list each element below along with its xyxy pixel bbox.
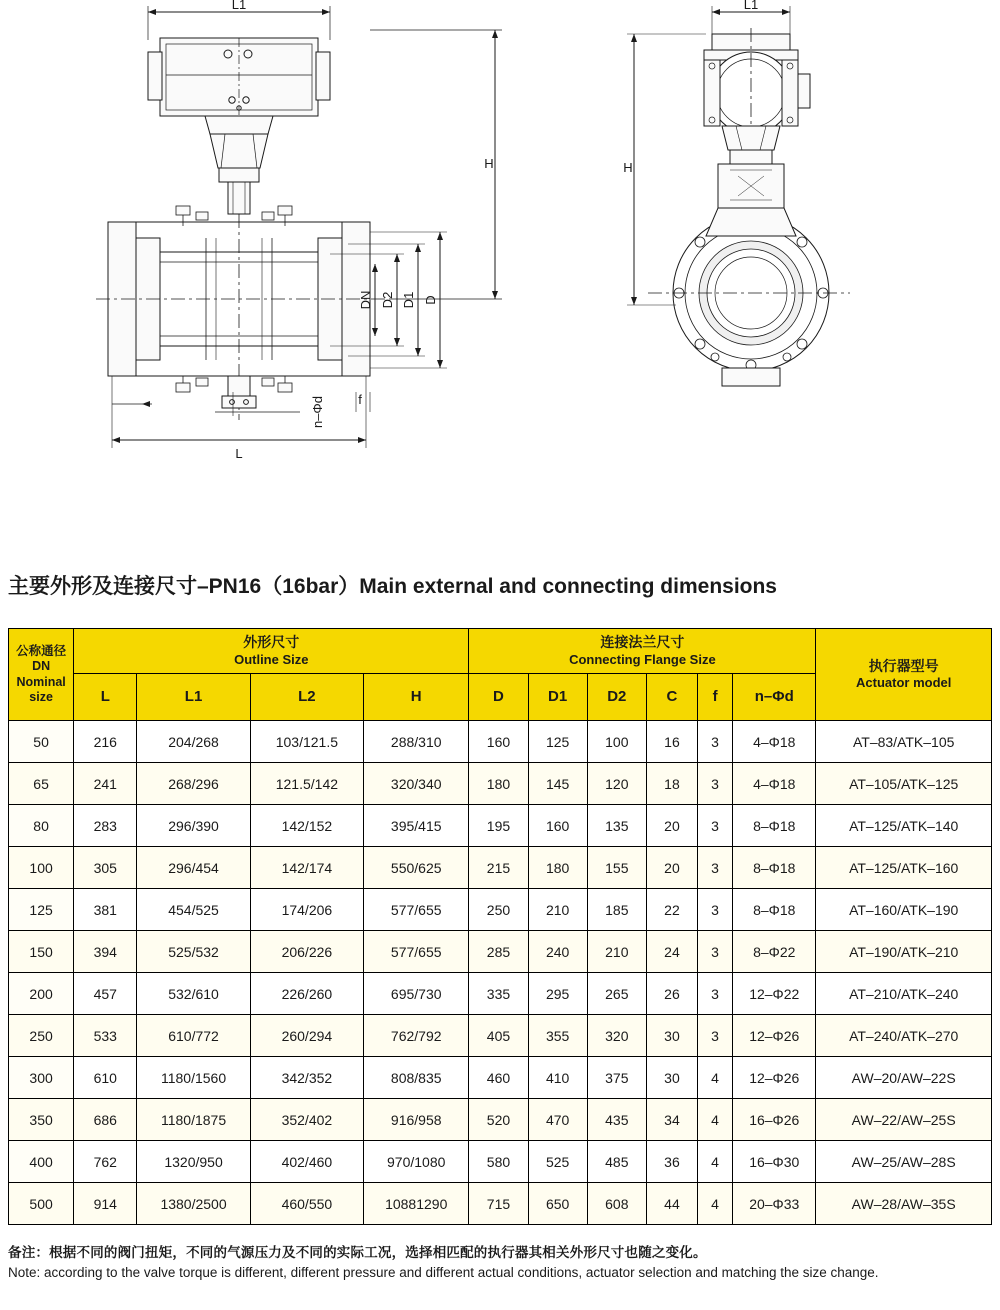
- cell-l2: 402/460: [250, 1141, 363, 1183]
- cell-f: 3: [698, 847, 733, 889]
- cell-d: 715: [469, 1183, 528, 1225]
- cell-l: 305: [74, 847, 137, 889]
- cell-nd: 12–Φ26: [733, 1057, 816, 1099]
- cell-actuator: AT–125/ATK–140: [816, 805, 992, 847]
- cell-f: 4: [698, 1099, 733, 1141]
- table-row: [9, 931, 992, 973]
- cell-d2: 435: [587, 1099, 646, 1141]
- cell-d1: 295: [528, 973, 587, 1015]
- cell-d: 460: [469, 1057, 528, 1099]
- cell-l: 241: [74, 763, 137, 805]
- cell-d2: 485: [587, 1141, 646, 1183]
- header-col-L2: L2: [250, 674, 363, 721]
- cell-actuator: AW–28/AW–35S: [816, 1183, 992, 1225]
- cell-l1: 204/268: [137, 721, 250, 763]
- cell-actuator: AT–160/ATK–190: [816, 889, 992, 931]
- cell-d1: 180: [528, 847, 587, 889]
- header-nominal-cn1: 公称通径: [16, 644, 67, 658]
- cell-h: 550/625: [364, 847, 469, 889]
- cell-c: 16: [646, 721, 697, 763]
- cell-h: 808/835: [364, 1057, 469, 1099]
- cell-l2: 260/294: [250, 1015, 363, 1057]
- header-col-D2: D2: [587, 674, 646, 721]
- cell-c: 26: [646, 973, 697, 1015]
- cell-f: 3: [698, 889, 733, 931]
- header-outline-cn: 外形尺寸: [243, 634, 300, 651]
- header-actuator-en: Actuator model: [856, 675, 952, 691]
- cell-d: 285: [469, 931, 528, 973]
- header-col-L: L: [74, 674, 137, 721]
- label-D: D: [423, 295, 438, 305]
- cell-f: 3: [698, 763, 733, 805]
- cell-dn: 80: [9, 805, 74, 847]
- cell-l1: 268/296: [137, 763, 250, 805]
- cell-d2: 100: [587, 721, 646, 763]
- header-nominal-size: [9, 629, 74, 721]
- cell-d1: 470: [528, 1099, 587, 1141]
- label-f: f: [358, 392, 362, 407]
- table-row: [9, 1141, 992, 1183]
- label-H-right: H: [623, 160, 633, 175]
- cell-actuator: AT–240/ATK–270: [816, 1015, 992, 1057]
- cell-dn: 125: [9, 889, 74, 931]
- cell-l1: 296/454: [137, 847, 250, 889]
- header-flange-cn: 连接法兰尺寸: [600, 634, 685, 651]
- cell-f: 3: [698, 805, 733, 847]
- cell-d: 520: [469, 1099, 528, 1141]
- cell-c: 20: [646, 805, 697, 847]
- cell-d: 215: [469, 847, 528, 889]
- table-header: [9, 629, 992, 721]
- label-D1: D1: [401, 291, 416, 309]
- cell-actuator: AW–22/AW–25S: [816, 1099, 992, 1141]
- table-row: [9, 1183, 992, 1225]
- cell-dn: 100: [9, 847, 74, 889]
- cell-l2: 460/550: [250, 1183, 363, 1225]
- table-row: [9, 889, 992, 931]
- header-col-D: D: [469, 674, 528, 721]
- cell-actuator: AT–105/ATK–125: [816, 763, 992, 805]
- cell-l: 283: [74, 805, 137, 847]
- table-row: [9, 805, 992, 847]
- footnote-cn: 备注：根据不同的阀门扭矩，不同的气源压力及不同的实际工况，选择相匹配的执行器其相关外形尺寸也随之变化。: [8, 1245, 707, 1260]
- cell-actuator: AT–83/ATK–105: [816, 721, 992, 763]
- cell-actuator: AT–210/ATK–240: [816, 973, 992, 1015]
- cell-nd: 8–Φ18: [733, 889, 816, 931]
- cell-f: 4: [698, 1183, 733, 1225]
- cell-dn: 500: [9, 1183, 74, 1225]
- table-row: [9, 973, 992, 1015]
- cell-h: 577/655: [364, 889, 469, 931]
- header-nominal-en2: size: [29, 689, 53, 704]
- cell-nd: 4–Φ18: [733, 763, 816, 805]
- table-row: [9, 1099, 992, 1141]
- footnote: [8, 1243, 998, 1284]
- cell-h: 970/1080: [364, 1141, 469, 1183]
- table-row: [9, 721, 992, 763]
- cell-d2: 608: [587, 1183, 646, 1225]
- header-flange-size: [469, 629, 816, 674]
- valve-drawing-svg: [0, 0, 1000, 520]
- cell-d1: 410: [528, 1057, 587, 1099]
- cell-l1: 296/390: [137, 805, 250, 847]
- cell-nd: 8–Φ18: [733, 847, 816, 889]
- cell-h: 695/730: [364, 973, 469, 1015]
- cell-l: 381: [74, 889, 137, 931]
- cell-d: 195: [469, 805, 528, 847]
- label-n-phi-d: n–Φd: [310, 395, 325, 429]
- cell-l: 533: [74, 1015, 137, 1057]
- cell-c: 44: [646, 1183, 697, 1225]
- cell-d: 250: [469, 889, 528, 931]
- label-D2: D2: [380, 291, 395, 309]
- cell-dn: 300: [9, 1057, 74, 1099]
- cell-l1: 1320/950: [137, 1141, 250, 1183]
- section-title: 主要外形及连接尺寸–PN16（16bar）Main external and connecting dimensions: [8, 575, 777, 598]
- cell-d1: 240: [528, 931, 587, 973]
- cell-f: 3: [698, 1015, 733, 1057]
- cell-h: 10881290: [364, 1183, 469, 1225]
- cell-c: 22: [646, 889, 697, 931]
- cell-d2: 155: [587, 847, 646, 889]
- cell-c: 36: [646, 1141, 697, 1183]
- cell-d: 180: [469, 763, 528, 805]
- cell-d1: 160: [528, 805, 587, 847]
- cell-d2: 210: [587, 931, 646, 973]
- header-nominal-cn2: DN: [32, 659, 51, 674]
- header-outline-en: Outline Size: [234, 651, 309, 667]
- cell-dn: 50: [9, 721, 74, 763]
- cell-c: 18: [646, 763, 697, 805]
- cell-l: 686: [74, 1099, 137, 1141]
- cell-l1: 1380/2500: [137, 1183, 250, 1225]
- cell-dn: 350: [9, 1099, 74, 1141]
- header-flange-en: Connecting Flange Size: [569, 651, 716, 667]
- header-actuator-model: [816, 629, 992, 721]
- cell-f: 3: [698, 931, 733, 973]
- cell-l2: 103/121.5: [250, 721, 363, 763]
- cell-l2: 342/352: [250, 1057, 363, 1099]
- cell-nd: 12–Φ22: [733, 973, 816, 1015]
- cell-d: 405: [469, 1015, 528, 1057]
- cell-l: 762: [74, 1141, 137, 1183]
- cell-d2: 320: [587, 1015, 646, 1057]
- cell-actuator: AT–190/ATK–210: [816, 931, 992, 973]
- header-col-f: f: [698, 674, 733, 721]
- cell-h: 916/958: [364, 1099, 469, 1141]
- cell-f: 4: [698, 1057, 733, 1099]
- cell-actuator: AW–20/AW–22S: [816, 1057, 992, 1099]
- cell-f: 3: [698, 721, 733, 763]
- cell-c: 24: [646, 931, 697, 973]
- dimensions-table: [8, 628, 992, 1225]
- table-row: [9, 1015, 992, 1057]
- cell-dn: 65: [9, 763, 74, 805]
- cell-nd: 12–Φ26: [733, 1015, 816, 1057]
- label-L1-left: L1: [231, 0, 247, 12]
- footnote-en: Note: according to the valve torque is different, different pressure and different actual conditions, actuator selection and matching the size change.: [8, 1265, 879, 1281]
- cell-dn: 250: [9, 1015, 74, 1057]
- cell-d1: 145: [528, 763, 587, 805]
- cell-nd: 20–Φ33: [733, 1183, 816, 1225]
- cell-h: 395/415: [364, 805, 469, 847]
- table-row: [9, 1057, 992, 1099]
- cell-c: 34: [646, 1099, 697, 1141]
- cell-l1: 454/525: [137, 889, 250, 931]
- cell-l1: 532/610: [137, 973, 250, 1015]
- cell-actuator: AT–125/ATK–160: [816, 847, 992, 889]
- cell-l2: 174/206: [250, 889, 363, 931]
- cell-nd: 8–Φ22: [733, 931, 816, 973]
- cell-d2: 135: [587, 805, 646, 847]
- cell-nd: 16–Φ30: [733, 1141, 816, 1183]
- cell-c: 30: [646, 1015, 697, 1057]
- cell-d: 580: [469, 1141, 528, 1183]
- cell-l: 394: [74, 931, 137, 973]
- cell-l: 914: [74, 1183, 137, 1225]
- table-row: [9, 847, 992, 889]
- cell-l2: 226/260: [250, 973, 363, 1015]
- header-col-H: H: [364, 674, 469, 721]
- cell-l2: 206/226: [250, 931, 363, 973]
- cell-h: 577/655: [364, 931, 469, 973]
- cell-l1: 1180/1875: [137, 1099, 250, 1141]
- cell-l2: 142/174: [250, 847, 363, 889]
- cell-d2: 185: [587, 889, 646, 931]
- cell-l1: 1180/1560: [137, 1057, 250, 1099]
- cell-h: 288/310: [364, 721, 469, 763]
- cell-d1: 210: [528, 889, 587, 931]
- cell-dn: 150: [9, 931, 74, 973]
- cell-nd: 8–Φ18: [733, 805, 816, 847]
- cell-l1: 525/532: [137, 931, 250, 973]
- label-L1-right: L1: [743, 0, 759, 12]
- cell-l: 610: [74, 1057, 137, 1099]
- cell-dn: 200: [9, 973, 74, 1015]
- header-col-L1: L1: [137, 674, 250, 721]
- cell-l: 457: [74, 973, 137, 1015]
- header-actuator-cn: 执行器型号: [868, 657, 939, 674]
- label-L: L: [235, 446, 243, 461]
- cell-d1: 355: [528, 1015, 587, 1057]
- cell-h: 762/792: [364, 1015, 469, 1057]
- cell-d2: 375: [587, 1057, 646, 1099]
- technical-drawing: [0, 0, 1000, 520]
- table-row: [9, 763, 992, 805]
- cell-l2: 142/152: [250, 805, 363, 847]
- cell-c: 20: [646, 847, 697, 889]
- cell-l2: 352/402: [250, 1099, 363, 1141]
- label-H-left: H: [484, 156, 494, 171]
- cell-d2: 265: [587, 973, 646, 1015]
- cell-l: 216: [74, 721, 137, 763]
- cell-d1: 650: [528, 1183, 587, 1225]
- header-col-D1: D1: [528, 674, 587, 721]
- cell-nd: 16–Φ26: [733, 1099, 816, 1141]
- cell-l1: 610/772: [137, 1015, 250, 1057]
- cell-dn: 400: [9, 1141, 74, 1183]
- cell-c: 30: [646, 1057, 697, 1099]
- cell-actuator: AW–25/AW–28S: [816, 1141, 992, 1183]
- cell-d: 335: [469, 973, 528, 1015]
- header-col-nd: n–Φd: [733, 674, 816, 721]
- header-col-C: C: [646, 674, 697, 721]
- cell-d1: 125: [528, 721, 587, 763]
- label-DN: DN: [358, 290, 373, 310]
- cell-nd: 4–Φ18: [733, 721, 816, 763]
- table-body: [9, 721, 992, 1225]
- cell-d1: 525: [528, 1141, 587, 1183]
- cell-d: 160: [469, 721, 528, 763]
- cell-h: 320/340: [364, 763, 469, 805]
- cell-l2: 121.5/142: [250, 763, 363, 805]
- cell-d2: 120: [587, 763, 646, 805]
- header-nominal-en1: Nominal: [16, 674, 66, 689]
- cell-f: 4: [698, 1141, 733, 1183]
- cell-f: 3: [698, 973, 733, 1015]
- header-outline-size: [74, 629, 469, 674]
